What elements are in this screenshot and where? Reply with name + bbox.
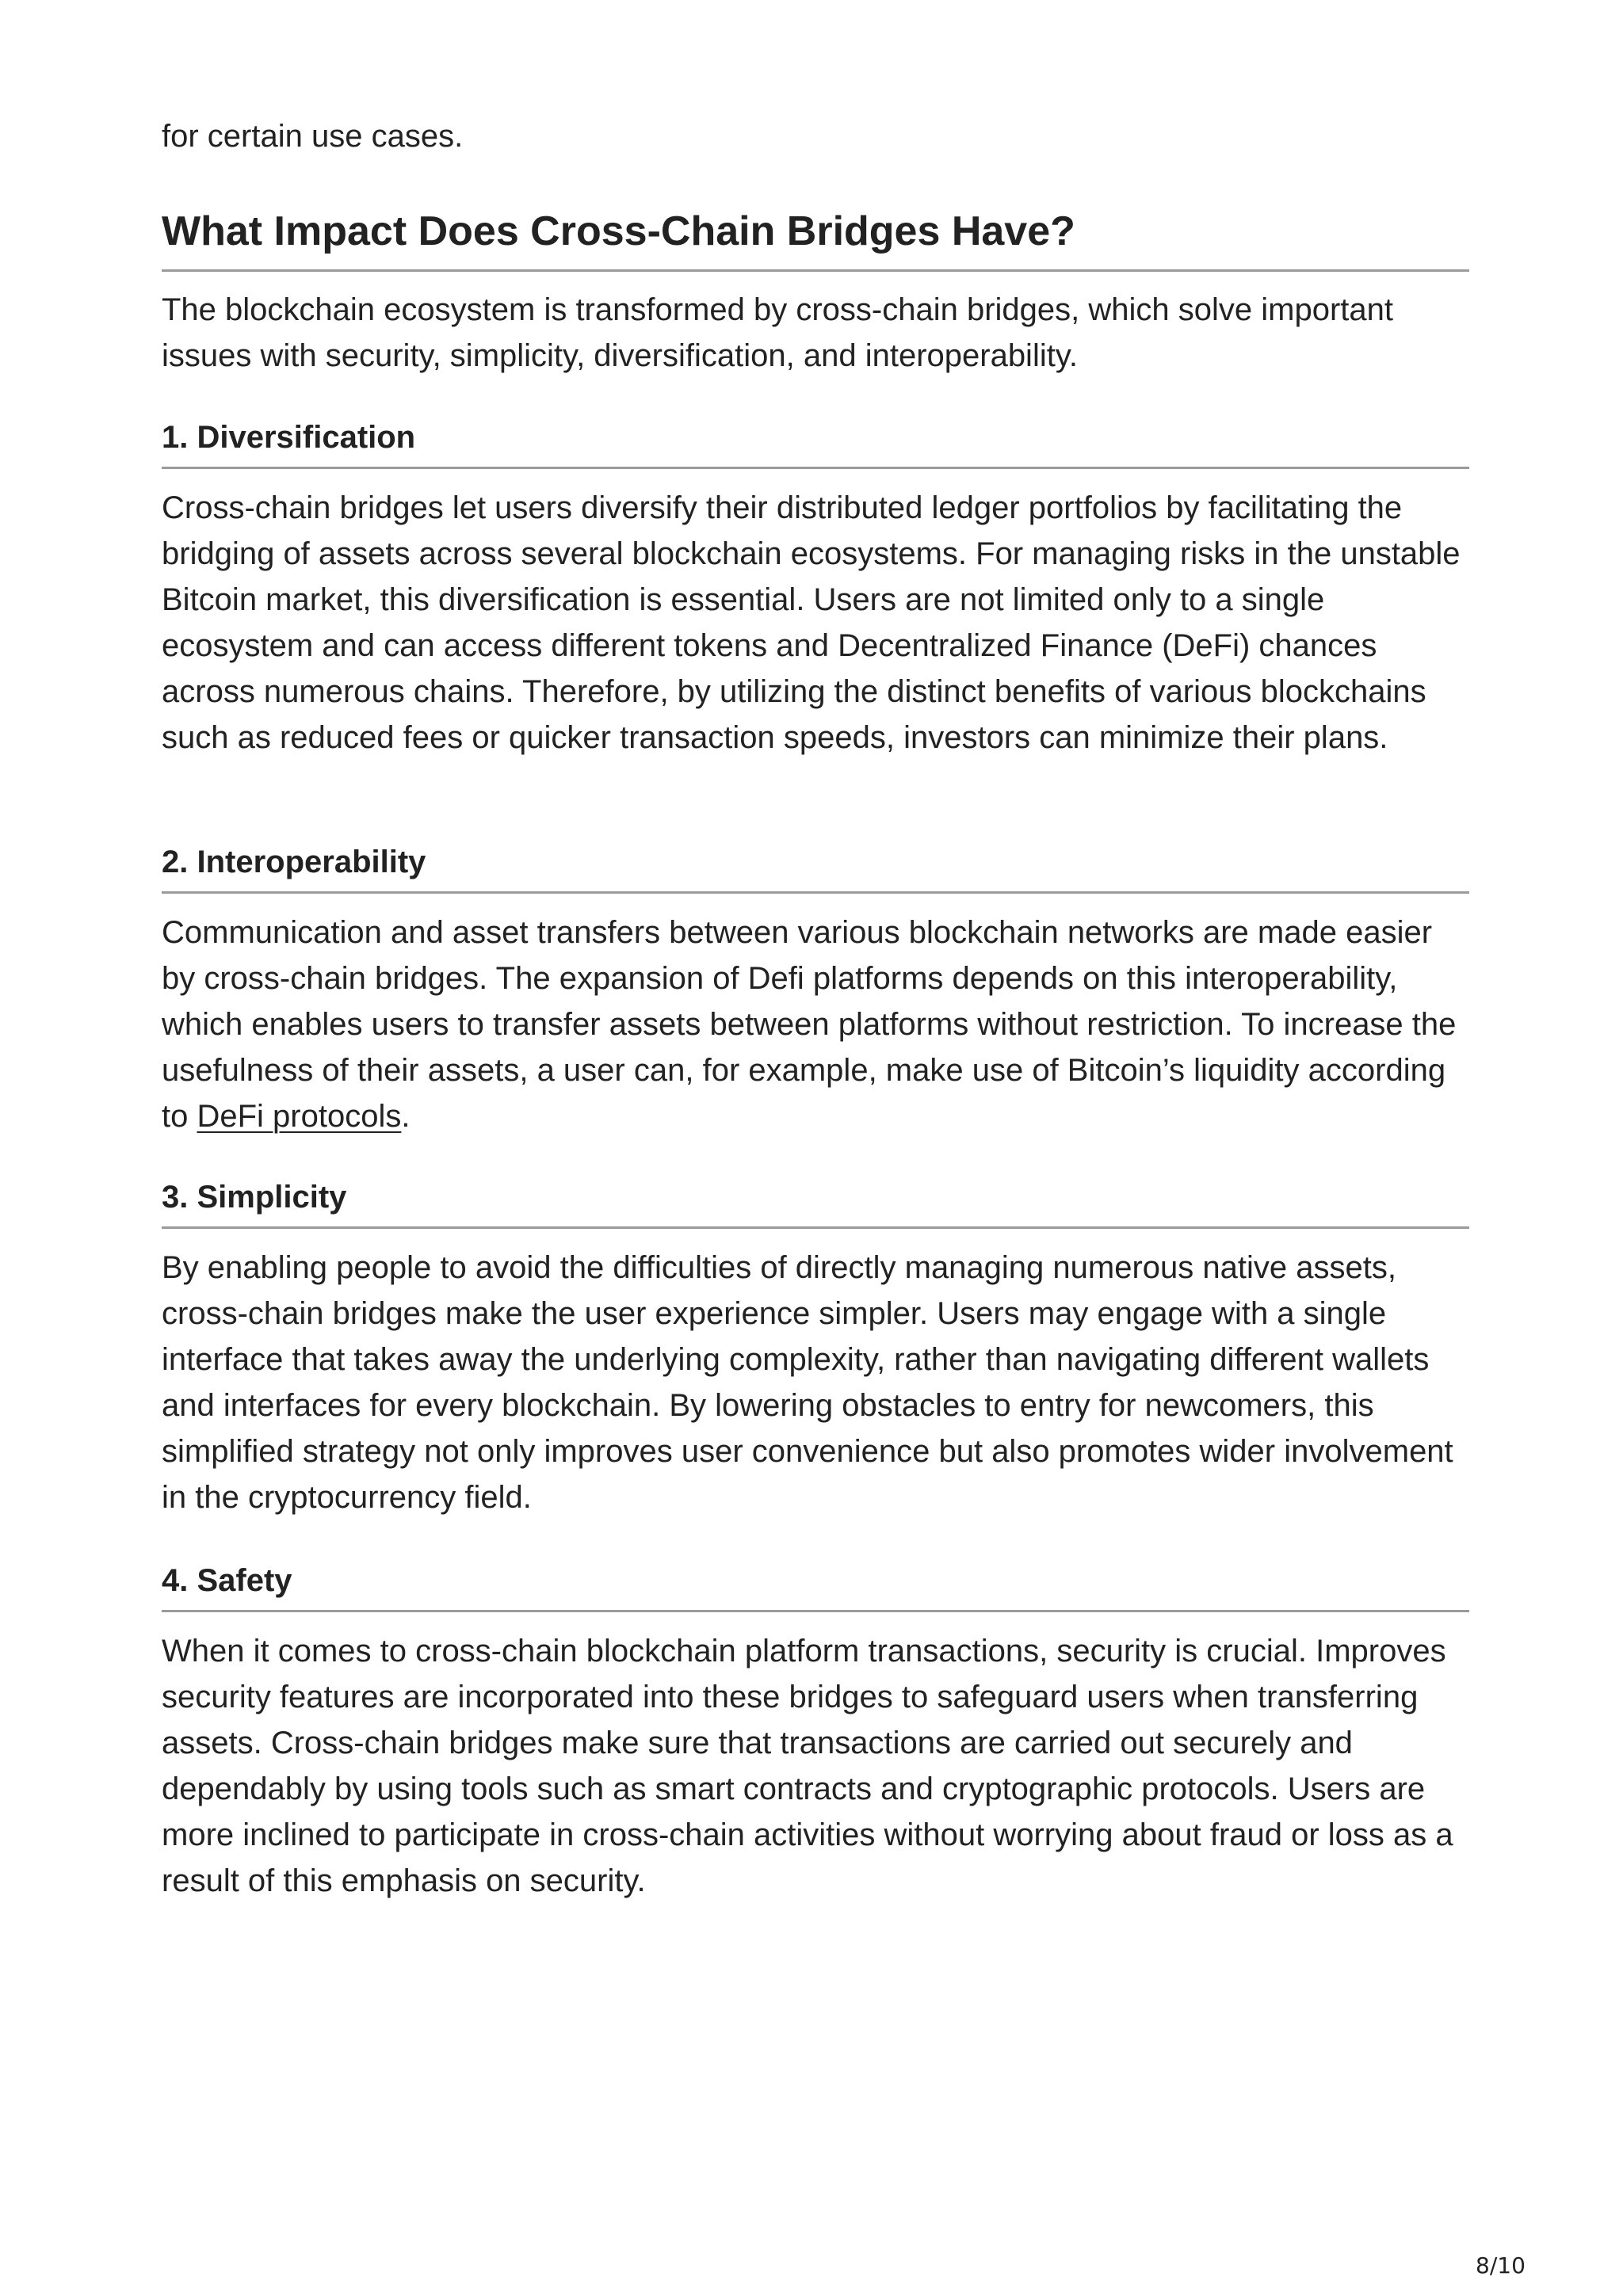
- subsection-body-diversification: Cross-chain bridges let users diversify their distributed ledger portfolios by facilitating the bridging of assets across several blockchain ecosystems. For managing risks in the unstable Bitcoin market, this diversification is essential. Users are not limited only to a single ecosystem and can access different tokens and Decentralized Finance (DeFi) chances across numerous chains. Therefore, by utilizing the distinct benefits of various blockchains such as reduced fees or quicker transaction speeds, investors can minimize their plans.: [162, 490, 1461, 755]
- subsection-body-interoperability: [162, 910, 1469, 1139]
- interoperability-text-before-link: Communication and asset transfers between various blockchain networks are made easier by cross-chain bridges. The expansion of Defi platforms depends on this interoperability, which enables users to transfer assets between platforms without restriction. To increase the usefulness of their assets, a user can, for example, make use of Bitcoin’s liquidity according to: [162, 915, 1457, 1134]
- intro-tail-text: for certain use cases.: [162, 119, 464, 154]
- interoperability-text-after-link: .: [401, 1099, 411, 1134]
- subsection-body-safety: When it comes to cross-chain blockchain platform transactions, security is crucial. Improves security features are incorporated into these bridges to safeguard users when transferring assets. Cross-chain bridges make sure that transactions are carried out securely and dependably by using tools such as smart contracts and cryptographic protocols. Users are more inclined to participate in cross-chain activities without worrying about fraud or loss as a result of this emphasis on security.: [162, 1634, 1453, 1898]
- subsection-divider: [162, 1610, 1469, 1612]
- section-heading-divider: [162, 269, 1469, 272]
- section-heading: What Impact Does Cross-Chain Bridges Have?: [162, 208, 1075, 254]
- subsection-divider: [162, 891, 1469, 894]
- subsection-heading-safety: 4. Safety: [162, 1563, 292, 1598]
- page-number: 8/10: [1476, 2252, 1526, 2279]
- subsection-divider: [162, 1226, 1469, 1229]
- subsection-heading-interoperability: 2. Interoperability: [162, 845, 426, 879]
- subsection-heading-diversification: 1. Diversification: [162, 420, 416, 455]
- subsection-divider: [162, 467, 1469, 469]
- section-intro-paragraph: The blockchain ecosystem is transformed by cross-chain bridges, which solve important issues with security, simplicity, diversification, and interoperability.: [162, 292, 1393, 373]
- subsection-heading-simplicity: 3. Simplicity: [162, 1180, 347, 1215]
- subsection-body-simplicity: By enabling people to avoid the difficulties of directly managing numerous native assets, cross-chain bridges make the user experience simpler. Users may engage with a single interface that takes away the underlying complexity, rather than navigating different wallets and interfaces for every blockchain. By lowering obstacles to entry for newcomers, this simplified strategy not only improves user convenience but also promotes wider involvement in the cryptocurrency field.: [162, 1250, 1453, 1515]
- defi-protocols-link[interactable]: DeFi protocols: [197, 1099, 402, 1134]
